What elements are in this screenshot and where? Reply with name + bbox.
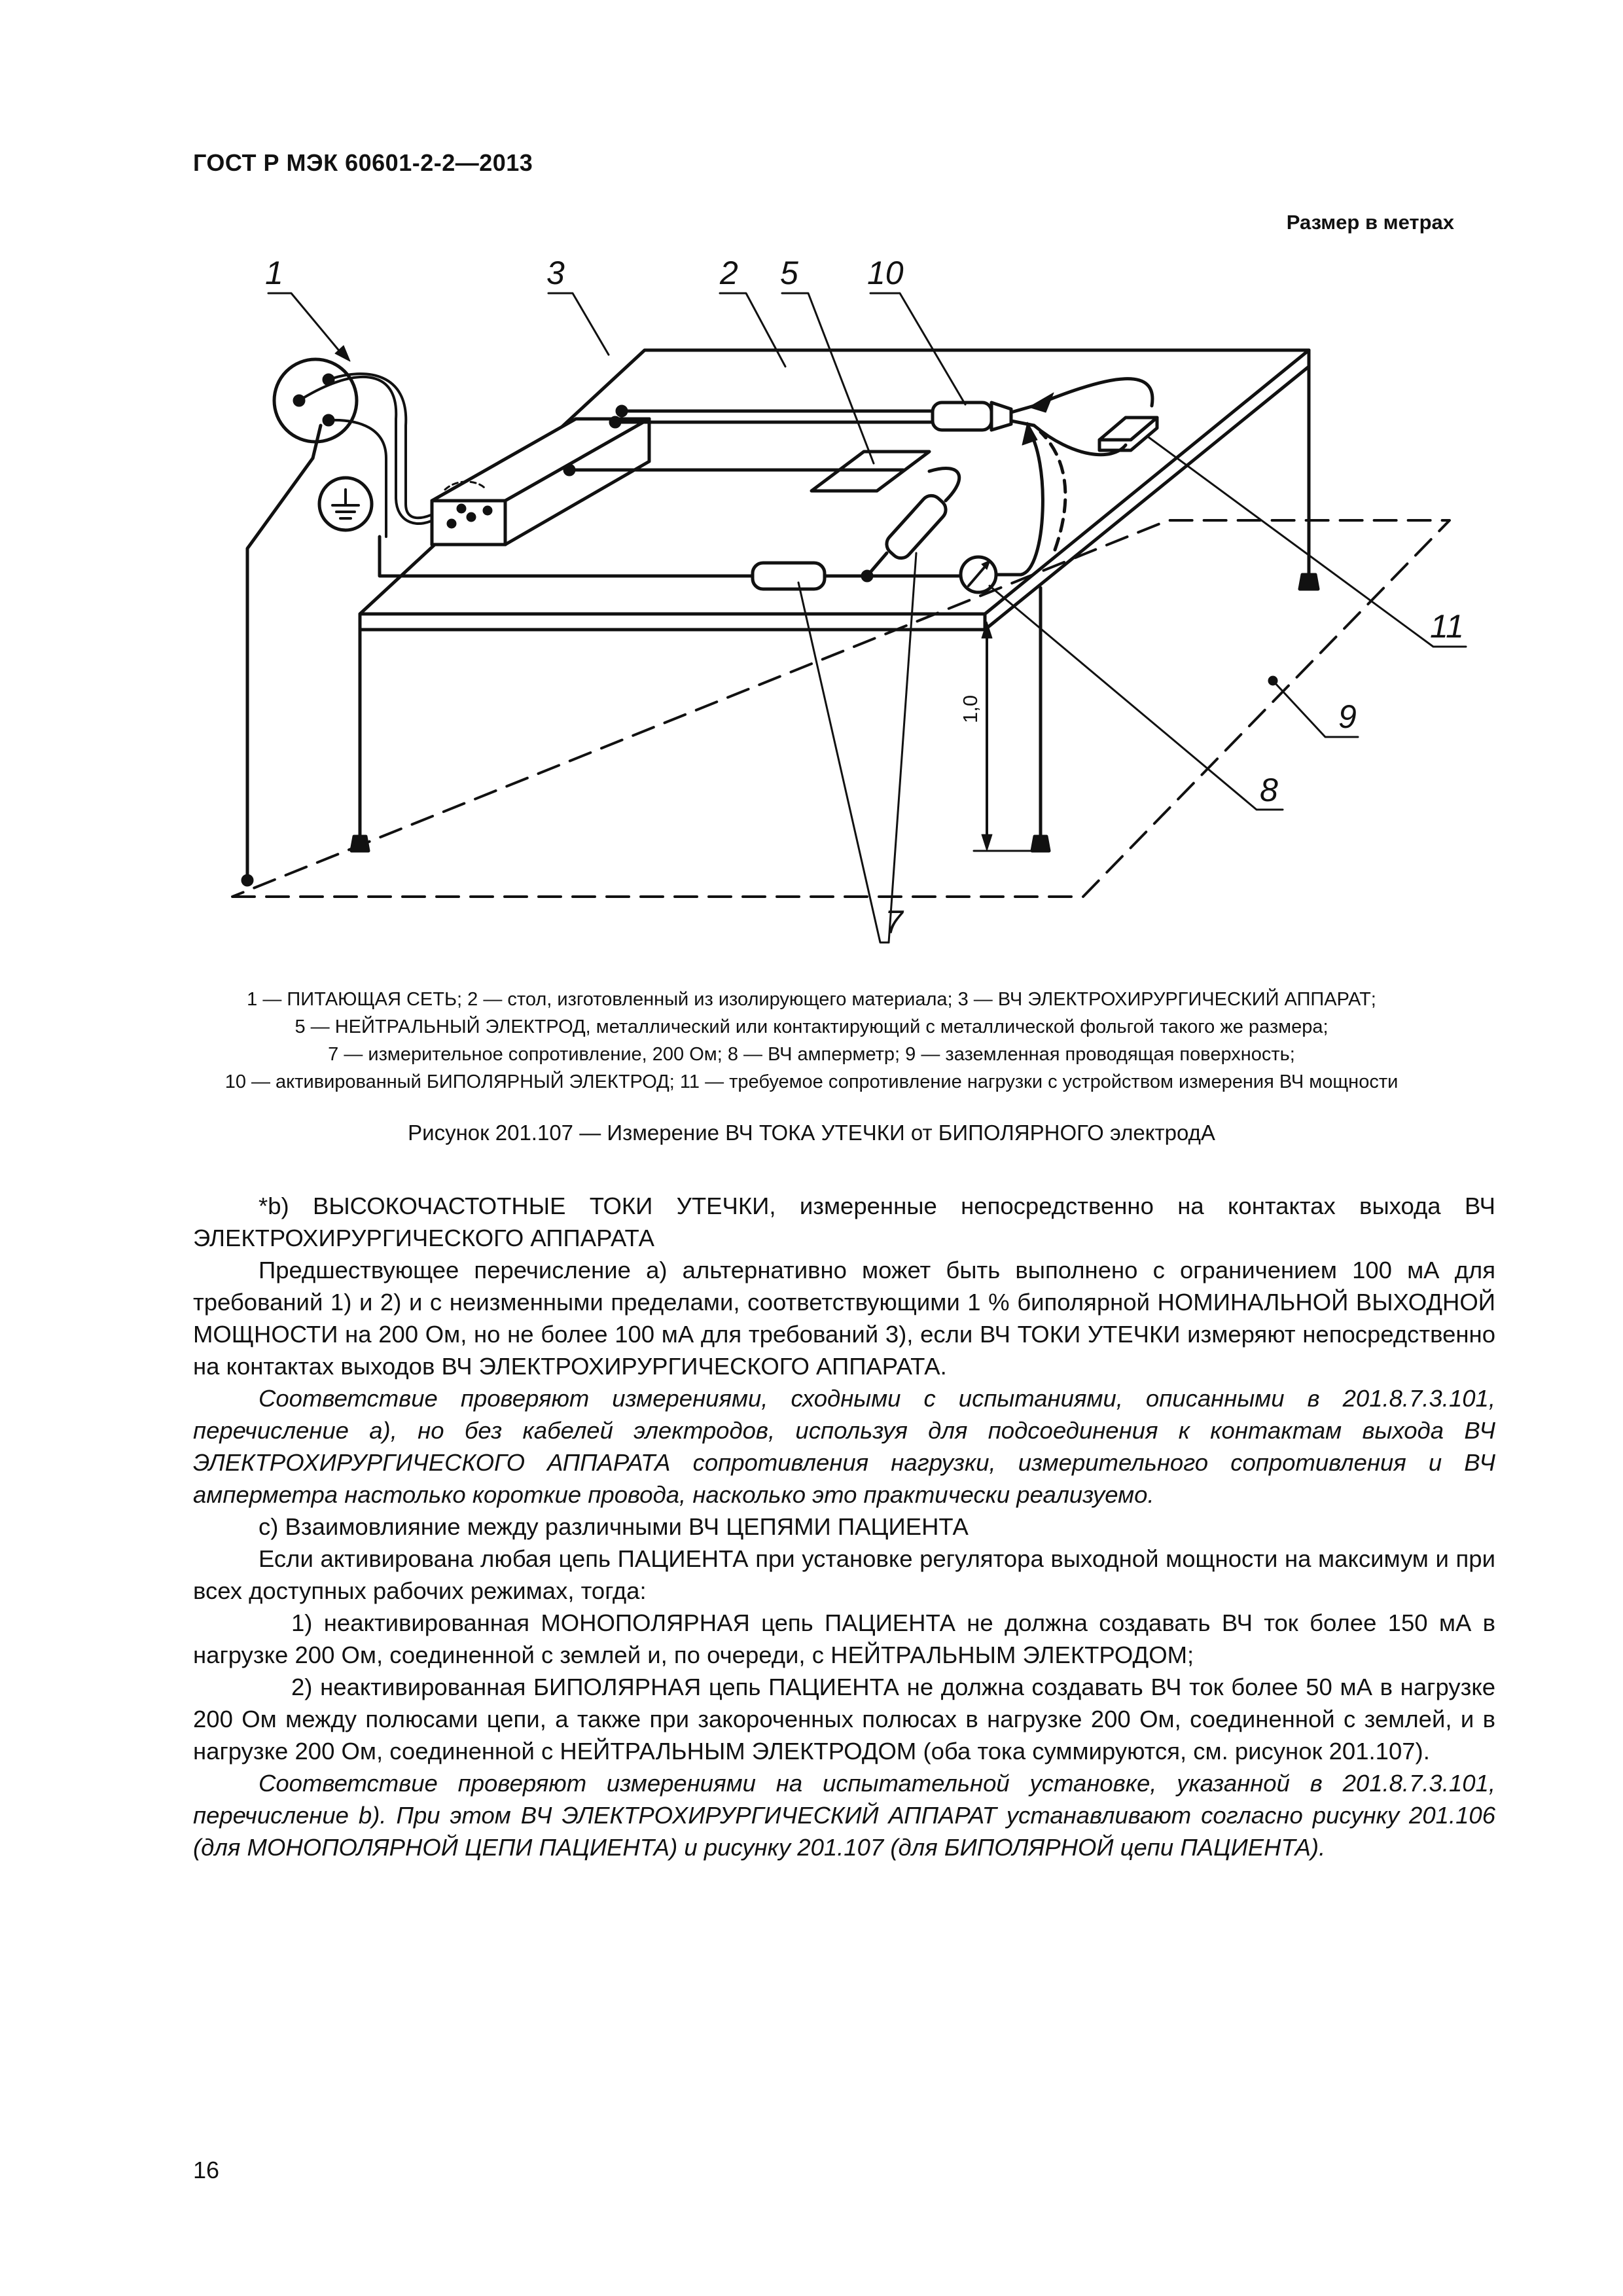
bipolar-electrode: [933, 403, 991, 430]
measuring-resistor: [753, 563, 825, 589]
callout-2: 2: [720, 255, 738, 291]
page-number: 16: [193, 2157, 220, 2183]
body-text: [193, 1190, 1495, 1863]
legend-line: 5 — НЕЙТРАЛЬНЫЙ ЭЛЕКТРОД, металлический или контактирующий с металлической фольгой такого же размера;: [294, 1016, 1329, 1037]
callout-9: 9: [1338, 698, 1357, 735]
leg-foot: [1032, 836, 1049, 851]
callout-10: 10: [867, 255, 904, 291]
leg-foot: [351, 836, 368, 851]
paragraph-heading-c: с) Взаимовлияние между различными ВЧ ЦЕПЯМИ ПАЦИЕНТА: [259, 1513, 969, 1540]
document-header: ГОСТ Р МЭК 60601-2-2—2013: [193, 149, 533, 176]
figure-201-107: [0, 0, 1623, 969]
compliance-paragraph: Соответствие проверяют измерениями на испытательной установке, указанной в 201.8.7.3.101, перечисление b). При этом ВЧ ЭЛЕКТРОХИРУРГИЧЕСКИЙ АППАРАТ устанавливают согласно рисунку 201.106 (для МОНОПОЛЯРНОЙ ЦЕПИ ПАЦИЕНТА) и рисунку 201.107 (для БИПОЛЯРНОЙ цепи ПАЦИЕНТА).: [193, 1770, 1495, 1861]
paragraph: Если активирована любая цепь ПАЦИЕНТА при установке регулятора выходной мощности на максимум и при всех доступных рабочих режимах, тогда:: [193, 1545, 1495, 1604]
legend-line: 7 — измерительное сопротивление, 200 Ом; 8 — ВЧ амперметр; 9 — заземленная проводящая поверхность;: [328, 1044, 1295, 1065]
units-note: Размер в метрах: [1286, 211, 1454, 234]
callout-7: 7: [885, 904, 903, 941]
figure-caption: Рисунок 201.107 — Измерение ВЧ ТОКА УТЕЧКИ от БИПОЛЯРНОГО электродА: [408, 1121, 1215, 1145]
legend-line: 10 — активированный БИПОЛЯРНЫЙ ЭЛЕКТРОД; 11 — требуемое сопротивление нагрузки с устройством измерения ВЧ мощности: [224, 1071, 1399, 1092]
compliance-paragraph: Соответствие проверяют измерениями, сходными с испытаниями, описанными в 201.8.7.3.101, перечисление а), но без кабелей электродов, используя для подсоединения к контактам выхода ВЧ ЭЛЕКТРОХИРУРГИЧЕСКОГО АППАРАТА сопротивления нагрузки, измерительного сопротивления и ВЧ амперметра настолько короткие провода, насколько это практически реализуемо.: [193, 1385, 1495, 1508]
callout-8: 8: [1260, 772, 1278, 808]
legend-line: 1 — ПИТАЮЩАЯ СЕТЬ; 2 — стол, изготовленный из изолирующего материала; 3 — ВЧ ЭЛЕКТРОХИРУРГИЧЕСКИЙ АППАРАТ;: [247, 989, 1376, 1010]
callout-3: 3: [546, 255, 565, 291]
callout-5: 5: [780, 255, 798, 291]
list-item-1: 1) неактивированная МОНОПОЛЯРНАЯ цепь ПАЦИЕНТА не должна создавать ВЧ ток более 150 мА в нагрузке 200 Ом, соединенной с землей и, по очереди, с НЕЙТРАЛЬНЫМ ЭЛЕКТРОДОМ;: [193, 1609, 1495, 1668]
measurement-setup-diagram: [0, 0, 1623, 969]
list-item-2: 2) неактивированная БИПОЛЯРНАЯ цепь ПАЦИЕНТА не должна создавать ВЧ ток более 50 мА в нагрузке 200 Ом между полюсами цепи, а также при закороченных полюсах в нагрузке 200 Ом, соединенной с землей, и в нагрузке 200 Ом, соединенной с НЕЙТРАЛЬНЫМ ЭЛЕКТРОДОМ (оба тока суммируются, см. рисунок 201.107).: [193, 1674, 1495, 1765]
figure-legend: [151, 986, 1472, 1096]
dimension-label: 1,0: [959, 694, 982, 723]
measuring-resistor: [882, 492, 950, 563]
callout-11: 11: [1430, 608, 1464, 645]
callout-1: 1: [265, 255, 283, 291]
paragraph-heading-b: *b) ВЫСОКОЧАСТОТНЫЕ ТОКИ УТЕЧКИ, измеренные непосредственно на контактах выхода ВЧ ЭЛЕКТРОХИРУРГИЧЕСКОГО АППАРАТА: [193, 1193, 1495, 1251]
mains-outlet: [274, 359, 357, 442]
leg-foot: [1300, 575, 1318, 589]
paragraph: Предшествующее перечисление а) альтернативно может быть выполнено с ограничением 100 мА для требований 1) и 2) и с неизменными пределами, соответствующими 1 % биполярной НОМИНАЛЬНОЙ ВЫХОДНОЙ МОЩНОСТИ на 200 Ом, но не более 100 мА для требований 3), если ВЧ ТОКИ УТЕЧКИ измеряют непосредственно на контактах выходов ВЧ ЭЛЕКТРОХИРУРГИЧЕСКОГО АППАРАТА.: [193, 1257, 1495, 1380]
